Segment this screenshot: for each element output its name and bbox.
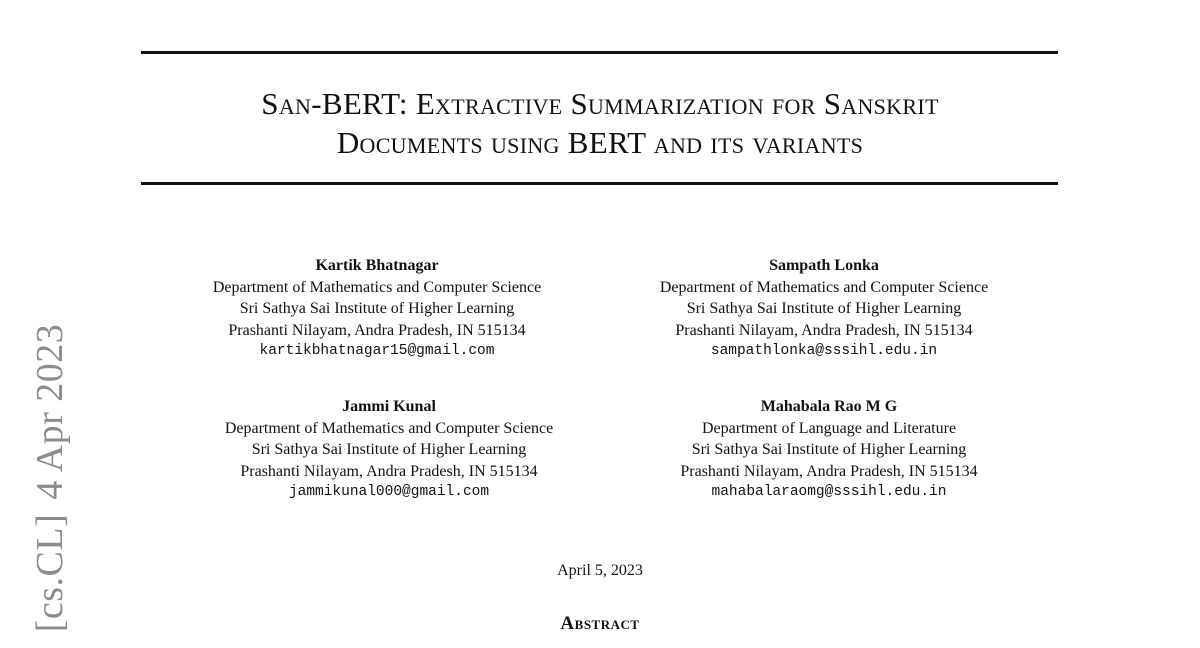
author-address: Prashanti Nilayam, Andra Pradesh, IN 515134 <box>240 462 538 480</box>
author-address: Prashanti Nilayam, Andra Pradesh, IN 515134 <box>680 462 978 480</box>
author-email[interactable]: jammikunal000@gmail.com <box>288 484 490 500</box>
author-block <box>169 396 609 504</box>
author-email[interactable]: kartikbhatnagar15@gmail.com <box>259 343 495 359</box>
author-name: Kartik Bhatnagar <box>315 257 439 274</box>
author-address: Prashanti Nilayam, Andra Pradesh, IN 515134 <box>228 321 526 339</box>
author-name: Jammi Kunal <box>342 398 436 415</box>
paper-date: April 5, 2023 <box>557 562 643 579</box>
arxiv-category: [cs.CL] <box>29 513 71 633</box>
abstract-heading: Abstract <box>560 613 640 634</box>
author-name: Mahabala Rao M G <box>760 398 898 415</box>
author-block <box>157 255 597 363</box>
arxiv-submission-date: 4 Apr 2023 <box>29 323 71 500</box>
author-email[interactable]: mahabalaraomg@sssihl.edu.in <box>711 484 947 500</box>
author-name: Sampath Lonka <box>769 257 879 274</box>
author-institute: Sri Sathya Sai Institute of Higher Learning <box>686 300 962 317</box>
author-department: Department of Mathematics and Computer Science <box>212 278 542 296</box>
author-institute: Sri Sathya Sai Institute of Higher Learning <box>239 300 515 317</box>
author-email[interactable]: sampathlonka@sssihl.edu.in <box>710 343 938 359</box>
paper-title-line-2: Documents using BERT and its variants <box>336 125 864 160</box>
author-address: Prashanti Nilayam, Andra Pradesh, IN 515134 <box>675 321 973 339</box>
author-institute: Sri Sathya Sai Institute of Higher Learning <box>251 441 527 458</box>
author-block <box>604 255 1044 363</box>
author-department: Department of Mathematics and Computer Science <box>659 278 989 296</box>
arxiv-side-stamp <box>30 324 70 633</box>
author-institute: Sri Sathya Sai Institute of Higher Learning <box>691 441 967 458</box>
author-block <box>609 396 1049 504</box>
title-bottom-rule <box>141 182 1058 185</box>
author-department: Department of Language and Literature <box>701 419 957 437</box>
paper-title <box>100 84 1100 162</box>
title-top-rule <box>141 51 1058 54</box>
paper-title-line-1: San-BERT: Extractive Summarization for Sanskrit <box>261 86 939 121</box>
author-department: Department of Mathematics and Computer Science <box>224 419 554 437</box>
